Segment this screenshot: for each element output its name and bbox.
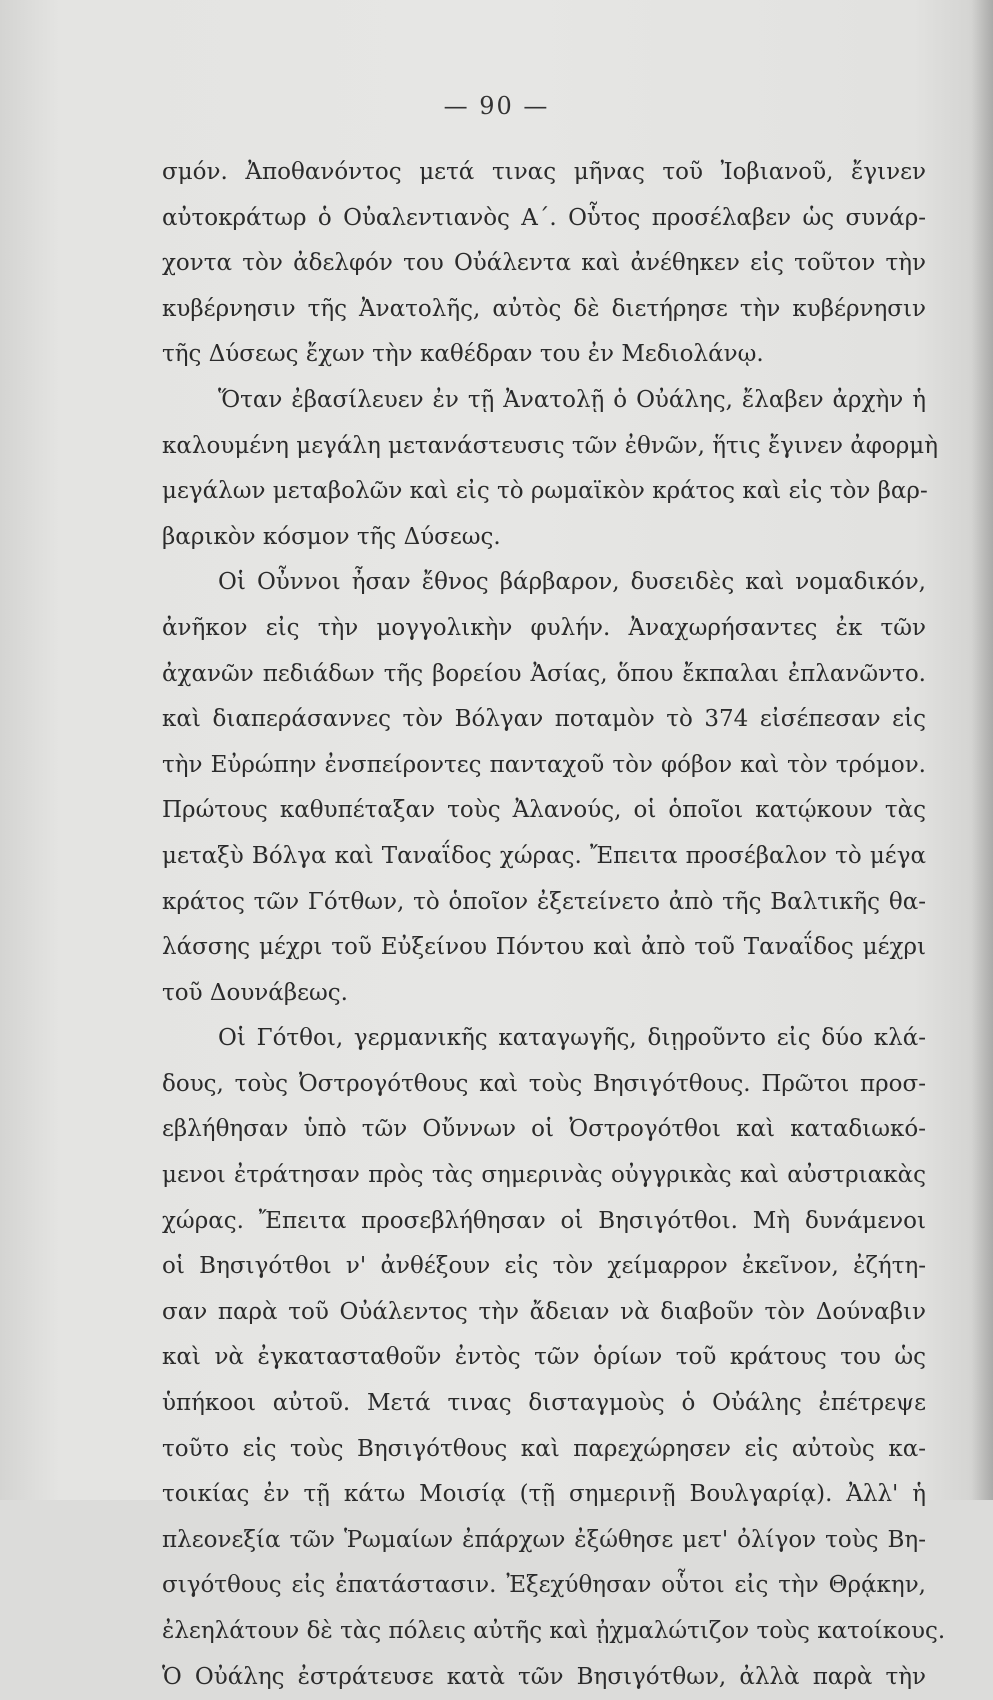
text-line: σιγότθους εἰς ἐπατάστασιν. Ἐξεχύθησαν οὗτοι εἰς τὴν Θρᾴκην, — [162, 1572, 926, 1599]
text-line: μεταξὺ Βόλγα καὶ Ταναΐδος χώρας. Ἔπειτα προσέβαλον τὸ μέγα — [162, 842, 926, 869]
paragraph-3 — [162, 560, 926, 1016]
text-line: μεγάλων μεταβολῶν καὶ εἰς τὸ ρωμαϊκὸν κράτος καὶ εἰς τὸν βαρ- — [162, 478, 928, 505]
text-line: Ὁ Οὐάλης ἐστράτευσε κατὰ τῶν Βησιγότθων, ἀλλὰ παρὰ τὴν — [162, 1663, 926, 1690]
text-line: τοῦ Δουνάβεως. — [162, 979, 348, 1006]
text-line: καὶ νὰ ἐγκατασταθοῦν ἐντὸς τῶν ὁρίων τοῦ κράτους του ὡς — [162, 1344, 926, 1371]
text-line: τὴν Εὐρώπην ἐνσπείροντες πανταχοῦ τὸν φόβον καὶ τὸν τρόμον. — [162, 751, 926, 778]
text-line: χοντα τὸν ἀδελφόν του Οὐάλεντα καὶ ἀνέθηκεν εἰς τοῦτον τὴν — [162, 250, 926, 277]
text-line: Πρώτους καθυπέταξαν τοὺς Ἀλανούς, οἱ ὁποῖοι κατῴκουν τὰς — [162, 797, 926, 824]
text-line: τοῦτο εἰς τοὺς Βησιγότθους καὶ παρεχώρησεν εἰς αὐτοὺς κα- — [162, 1435, 926, 1462]
text-line: Οἱ Γότθοι, γερμανικῆς καταγωγῆς, διῃροῦντο εἰς δύο κλά- — [218, 1025, 926, 1052]
page-edge-shadow — [971, 0, 993, 1500]
text-line: κράτος τῶν Γότθων, τὸ ὁποῖον ἐξετείνετο ἀπὸ τῆς Βαλτικῆς θα- — [162, 888, 926, 915]
text-body — [162, 150, 946, 1700]
text-line: ἐλεηλάτουν δὲ τὰς πόλεις αὐτῆς καὶ ᾐχμαλώτιζον τοὺς κατοίκους. — [162, 1618, 946, 1644]
text-line: καλουμένη μεγάλη μετανάστευσις τῶν ἐθνῶν, ἥτις ἔγινεν ἀφορμὴ — [162, 432, 938, 459]
text-line: σμόν. Ἀποθανόντος μετά τινας μῆνας τοῦ Ἰοβιανοῦ, ἔγινεν — [162, 159, 926, 185]
paragraph-2 — [162, 378, 938, 560]
text-line: λάσσης μέχρι τοῦ Εὐξείνου Πόντου καὶ ἀπὸ τοῦ Ταναΐδος μέχρι — [162, 934, 926, 961]
text-line: Οἱ Οὖννοι ἦσαν ἔθνος βάρβαρον, δυσειδὲς καὶ νομαδικόν, — [218, 569, 926, 596]
text-line: αὐτοκράτωρ ὁ Οὐαλεντιανὸς Α΄. Οὗτος προσέλαβεν ὡς συνάρ- — [162, 204, 926, 231]
page-number: — 90 — — [443, 92, 550, 120]
paragraph-4 — [162, 1016, 946, 1700]
text-line: χώρας. Ἔπειτα προσεβλήθησαν οἱ Βησιγότθοι. Μὴ δυνάμενοι — [162, 1207, 926, 1234]
text-line: οἱ Βησιγότθοι ν' ἀνθέξουν εἰς τὸν χείμαρρον ἐκεῖνον, ἐζήτη- — [162, 1253, 926, 1280]
text-line: δους, τοὺς Ὀστρογότθους καὶ τοὺς Βησιγότθους. Πρῶτοι προσ- — [162, 1070, 926, 1097]
text-line: πλεονεξία τῶν Ῥωμαίων ἐπάρχων ἐξώθησε μετ' ὀλίγον τοὺς Βη- — [162, 1526, 926, 1553]
text-line: μενοι ἐτράτησαν πρὸς τὰς σημερινὰς οὐγγρικὰς καὶ αὐστριακὰς — [162, 1162, 926, 1189]
text-line: τῆς Δύσεως ἔχων τὴν καθέδραν του ἐν Μεδιολάνῳ. — [162, 341, 764, 368]
text-line: σαν παρὰ τοῦ Οὐάλεντος τὴν ἄδειαν νὰ διαβοῦν τὸν Δούναβιν — [162, 1298, 926, 1325]
text-line: κυβέρνησιν τῆς Ἀνατολῆς, αὐτὸς δὲ διετήρησε τὴν κυβέρνησιν — [162, 295, 926, 322]
text-line: ὑπήκοοι αὐτοῦ. Μετά τινας δισταγμοὺς ὁ Οὐάλης ἐπέτρεψε — [162, 1390, 926, 1417]
paragraph-1 — [162, 150, 926, 378]
text-line: καὶ διαπεράσαννες τὸν Βόλγαν ποταμὸν τὸ 374 εἰσέπεσαν εἰς — [162, 706, 926, 733]
text-line: ἀνῆκον εἰς τὴν μογγολικὴν φυλήν. Ἀναχωρήσαντες ἐκ τῶν — [162, 614, 926, 641]
text-line: βαρικὸν κόσμον τῆς Δύσεως. — [162, 523, 501, 550]
text-line: Ὅταν ἐβασίλευεν ἐν τῇ Ἀνατολῇ ὁ Οὐάλης, ἔλαβεν ἀρχὴν ἡ — [218, 386, 926, 413]
text-line: εβλήθησαν ὑπὸ τῶν Οὔννων οἱ Ὀστρογότθοι καὶ καταδιωκό- — [162, 1116, 926, 1143]
text-line: τοικίας ἐν τῇ κάτω Μοισίᾳ (τῇ σημερινῇ Βουλγαρίᾳ). Ἀλλ' ἡ — [162, 1481, 926, 1508]
text-line: ἀχανῶν πεδιάδων τῆς βορείου Ἀσίας, ὅπου ἔκπαλαι ἐπλανῶντο. — [162, 660, 926, 687]
